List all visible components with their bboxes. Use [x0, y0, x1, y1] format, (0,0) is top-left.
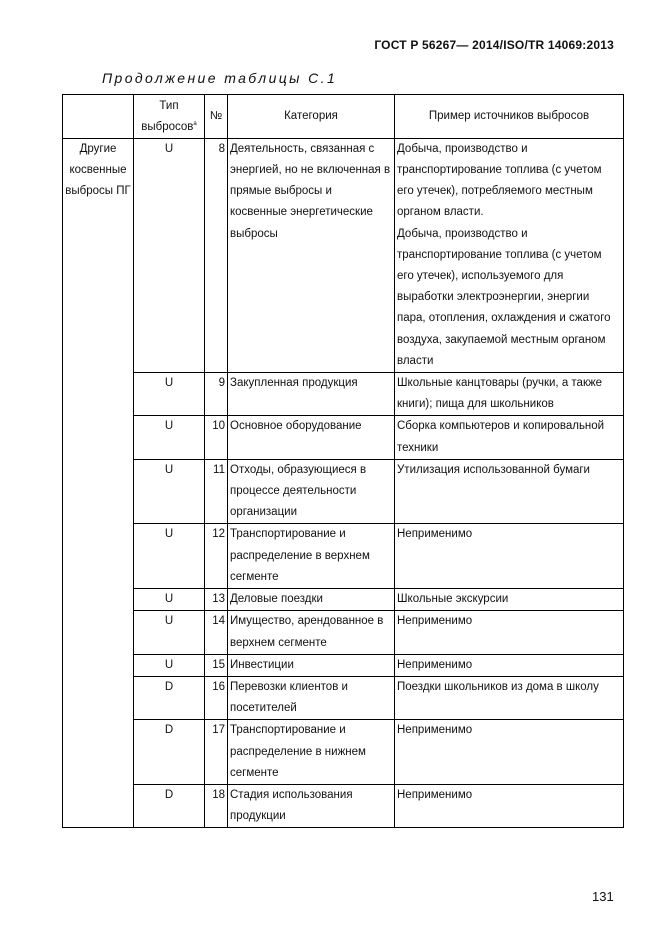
table-row: [63, 784, 624, 827]
header-type: [134, 95, 205, 139]
row-number-cell: 12: [205, 524, 228, 589]
emission-type-cell: U: [134, 524, 205, 589]
example-cell: [395, 524, 624, 589]
table-row: [63, 611, 624, 654]
table-row: [63, 654, 624, 676]
example-cell: [395, 654, 624, 676]
emission-type-cell: U: [134, 459, 205, 524]
header-type-label: Тип выбросов: [141, 100, 194, 133]
emission-type-cell: D: [134, 784, 205, 827]
table-row: [63, 373, 624, 416]
header-example: Пример источников выбросов: [395, 95, 624, 139]
example-text: Сборка компьютеров и копировальной техники: [397, 420, 605, 454]
example-text: Добыча, производство и транспортирование топлива (с учетом его утечек), используемого для выработки электроэнергии, энергии пара, отопления, охлаждения и сжатого воздуха, закупаемой местным органом власти: [397, 227, 611, 367]
row-number-cell: 17: [205, 720, 228, 785]
example-text: Поездки школьников из дома в школу: [397, 680, 599, 693]
category-cell: Отходы, образующиеся в процессе деятельности организации: [228, 459, 395, 524]
category-cell: Перевозки клиентов и посетителей: [228, 676, 395, 719]
row-number-cell: 9: [205, 373, 228, 416]
row-number-cell: 8: [205, 138, 228, 372]
row-number-cell: 18: [205, 784, 228, 827]
row-number-cell: 15: [205, 654, 228, 676]
table-row: [63, 720, 624, 785]
example-cell: [395, 459, 624, 524]
category-cell: Закупленная продукция: [228, 373, 395, 416]
table-body: [63, 138, 624, 828]
row-number-cell: 14: [205, 611, 228, 654]
emission-type-cell: U: [134, 138, 205, 372]
row-number-cell: 10: [205, 416, 228, 459]
example-cell: [395, 416, 624, 459]
category-cell: Основное оборудование: [228, 416, 395, 459]
example-cell: [395, 784, 624, 827]
example-cell: [395, 611, 624, 654]
table-caption: Продолжение таблицы С.1: [102, 70, 338, 86]
table-row: [63, 416, 624, 459]
page-number: 131: [592, 889, 614, 904]
category-cell: Транспортирование и распределение в верхнем сегменте: [228, 524, 395, 589]
table-row: [63, 524, 624, 589]
category-cell: Инвестиции: [228, 654, 395, 676]
emission-type-cell: D: [134, 720, 205, 785]
example-text: Школьные канцтовары (ручки, а также книги); пища для школьников: [397, 377, 603, 411]
row-number-cell: 11: [205, 459, 228, 524]
example-text: Добыча, производство и транспортирование топлива (с учетом его утечек), потребляемого местным органом власти.: [397, 142, 602, 219]
example-text: Неприменимо: [397, 658, 473, 671]
header-type-footnote: а: [193, 121, 197, 127]
category-cell: Деятельность, связанная с энергией, но не включенная в прямые выбросы и косвенные энергетические выбросы: [228, 138, 395, 372]
row-number-cell: 16: [205, 676, 228, 719]
table-row: [63, 676, 624, 719]
emission-type-cell: U: [134, 654, 205, 676]
header-category: Категория: [228, 95, 395, 139]
example-cell: [395, 676, 624, 719]
example-text: Утилизация использованной бумаги: [397, 463, 590, 476]
example-text: Школьные экскурсии: [397, 593, 509, 606]
category-cell: Деловые поездки: [228, 589, 395, 611]
example-text: Неприменимо: [397, 724, 473, 737]
example-text: Неприменимо: [397, 528, 473, 541]
example-text: Неприменимо: [397, 788, 473, 801]
example-cell: [395, 373, 624, 416]
table-header-row: [63, 95, 624, 139]
header-group-cell: [63, 95, 134, 139]
group-label-cell: Другие косвенные выбросы ПГ: [63, 138, 134, 828]
emission-type-cell: U: [134, 416, 205, 459]
header-num: №: [205, 95, 228, 139]
document-header: ГОСТ Р 56267— 2014/ISO/TR 14069:2013: [374, 38, 614, 52]
table-row: [63, 459, 624, 524]
table-row: [63, 589, 624, 611]
table-row: [63, 138, 624, 372]
example-cell: [395, 720, 624, 785]
example-text: Неприменимо: [397, 615, 473, 628]
category-cell: Транспортирование и распределение в нижнем сегменте: [228, 720, 395, 785]
emission-type-cell: U: [134, 373, 205, 416]
example-cell: [395, 589, 624, 611]
emission-type-cell: U: [134, 589, 205, 611]
row-number-cell: 13: [205, 589, 228, 611]
category-cell: Имущество, арендованное в верхнем сегменте: [228, 611, 395, 654]
example-cell: [395, 138, 624, 372]
emissions-table: [62, 94, 624, 828]
emission-type-cell: D: [134, 676, 205, 719]
category-cell: Стадия использования продукции: [228, 784, 395, 827]
emission-type-cell: U: [134, 611, 205, 654]
